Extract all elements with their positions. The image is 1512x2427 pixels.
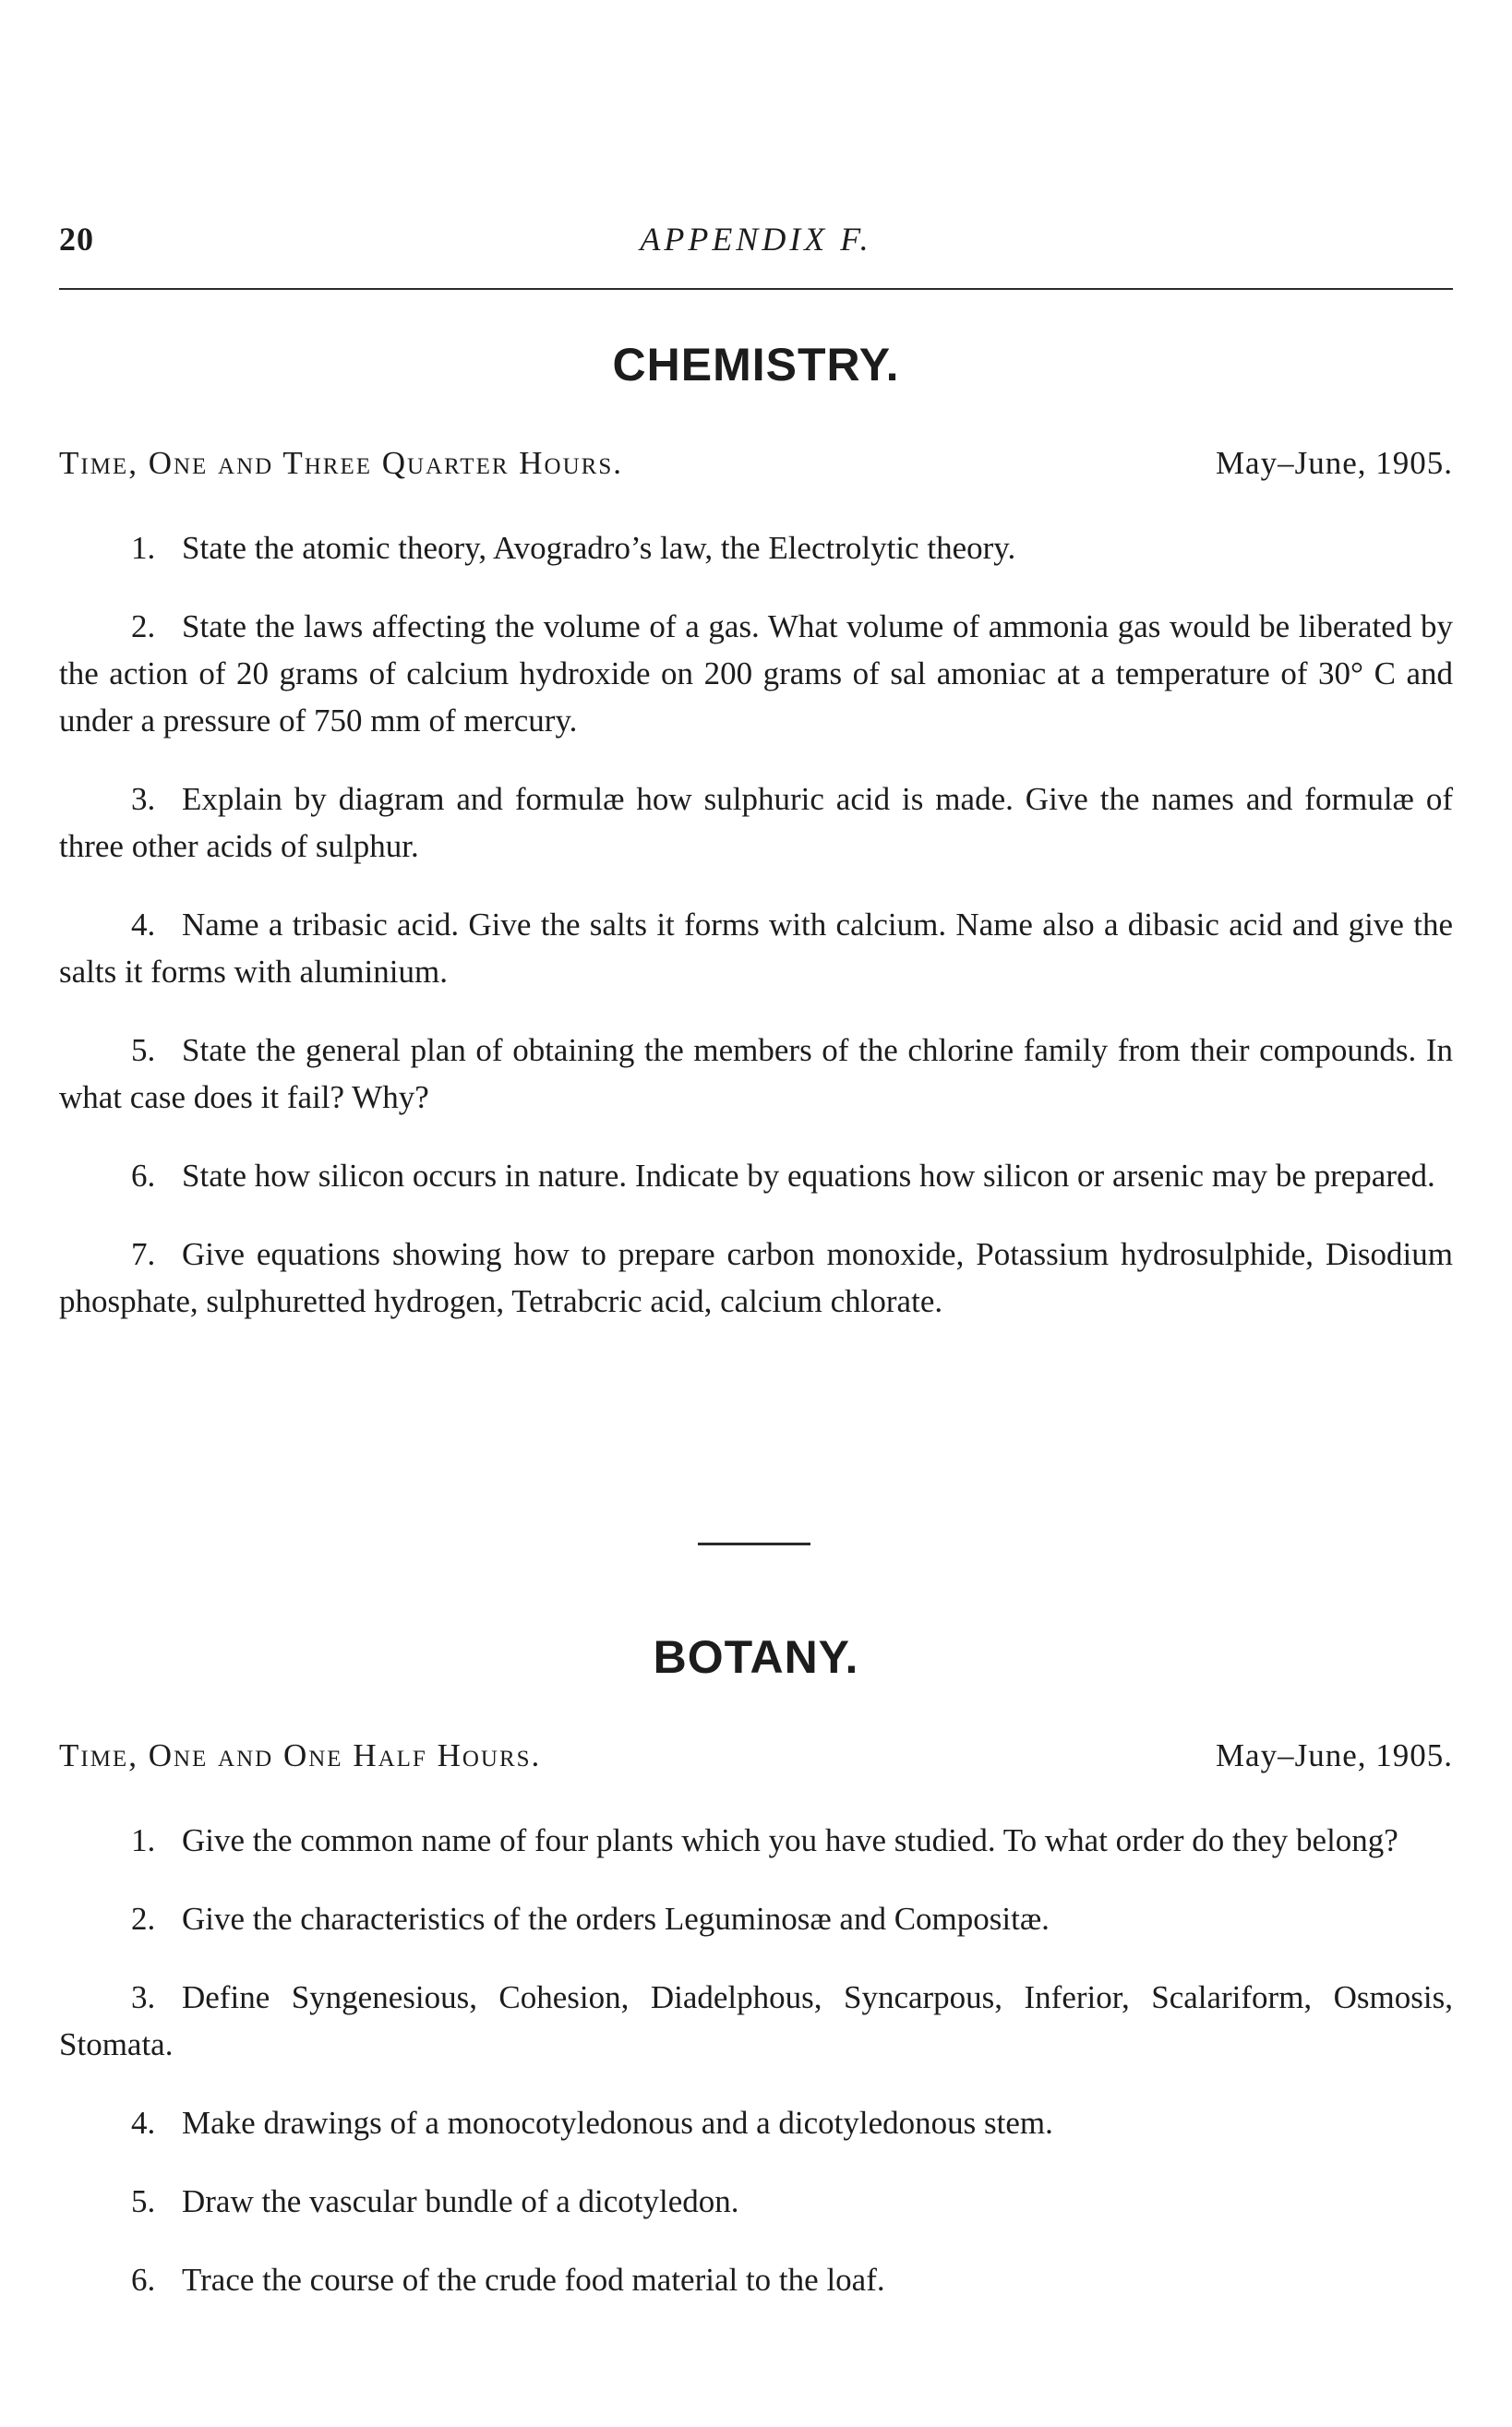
question <box>59 603 1453 744</box>
question-number: 5. <box>131 2183 156 2219</box>
question-number: 5. <box>131 1032 156 1068</box>
question-number: 6. <box>131 1158 156 1194</box>
question <box>59 775 1453 870</box>
question <box>59 1974 1453 2068</box>
chemistry-questions <box>59 524 1453 1325</box>
question-text: State the laws affecting the volume of a gas. What volume of ammonia gas would be liberated by the action of 20 grams of calcium hydroxide on 200 grams of sal amoniac at a temperature of 30° C and under a pressure of 750 mm of mercury. <box>59 608 1453 739</box>
question <box>59 2099 1453 2146</box>
chemistry-title: CHEMISTRY. <box>612 339 900 390</box>
question-number: 1. <box>131 1822 156 1858</box>
question-number: 7. <box>131 1236 156 1272</box>
chemistry-date: May–June, 1905. <box>1215 445 1453 481</box>
botany-date: May–June, 1905. <box>1215 1737 1453 1773</box>
question-number: 1. <box>131 530 156 566</box>
question-text: Give the characteristics of the orders Leguminosæ and Compositæ. <box>182 1901 1050 1937</box>
question-number: 2. <box>131 1901 156 1937</box>
chemistry-meta <box>59 445 1453 491</box>
page-header <box>59 220 1453 266</box>
question-text: State the general plan of obtaining the members of the chlorine family from their compounds. In what case does it fail? Why? <box>59 1032 1453 1115</box>
question-number: 3. <box>131 1979 156 2015</box>
header-rule <box>59 288 1453 290</box>
question <box>59 1231 1453 1325</box>
question <box>59 1817 1453 1864</box>
question <box>59 1152 1453 1199</box>
running-head: APPENDIX F. <box>640 221 872 258</box>
question <box>59 2178 1453 2225</box>
botany-questions <box>59 1817 1453 2303</box>
question-number: 4. <box>131 2105 156 2141</box>
botany-time: Time, One and One Half Hours. <box>59 1737 542 1773</box>
question-text: Name a tribasic acid. Give the salts it forms with calcium. Name also a dibasic acid and give the salts it forms with aluminium. <box>59 907 1453 990</box>
botany-meta <box>59 1737 1453 1784</box>
page-number: 20 <box>59 221 94 258</box>
question <box>59 524 1453 571</box>
section-divider <box>698 1543 810 1545</box>
chemistry-time: Time, One and Three Quarter Hours. <box>59 445 623 481</box>
question-text: Make drawings of a monocotyledonous and a dicotyledonous stem. <box>182 2105 1053 2141</box>
question-text: State how silicon occurs in nature. Indicate by equations how silicon or arsenic may be prepared. <box>182 1158 1435 1194</box>
question-text: Define Syngenesious, Cohesion, Diadelphous, Syncarpous, Inferior, Scalariform, Osmosis, Stomata. <box>59 1979 1453 2062</box>
question-number: 4. <box>131 907 156 943</box>
question-text: Give the common name of four plants which you have studied. To what order do they belong? <box>182 1822 1398 1858</box>
question-text: Explain by diagram and formulæ how sulphuric acid is made. Give the names and formulæ of three other acids of sulphur. <box>59 781 1453 864</box>
question-number: 6. <box>131 2262 156 2298</box>
botany-section <box>59 1625 1453 2335</box>
question-text: Give equations showing how to prepare carbon monoxide, Potassium hydrosulphide, Disodium phosphate, sulphuretted hydrogen, Tetrabcric acid, calcium chlorate. <box>59 1236 1453 1319</box>
question <box>59 1895 1453 1942</box>
question-number: 3. <box>131 781 156 817</box>
question <box>59 1027 1453 1121</box>
question <box>59 901 1453 995</box>
botany-title: BOTANY. <box>653 1631 859 1683</box>
question-text: Draw the vascular bundle of a dicotyledon. <box>182 2183 739 2219</box>
chemistry-section <box>59 332 1453 1356</box>
question-text: State the atomic theory, Avogradro’s law, the Electrolytic theory. <box>182 530 1016 566</box>
question-text: Trace the course of the crude food material to the loaf. <box>182 2262 885 2298</box>
question-number: 2. <box>131 608 156 644</box>
question <box>59 2256 1453 2303</box>
